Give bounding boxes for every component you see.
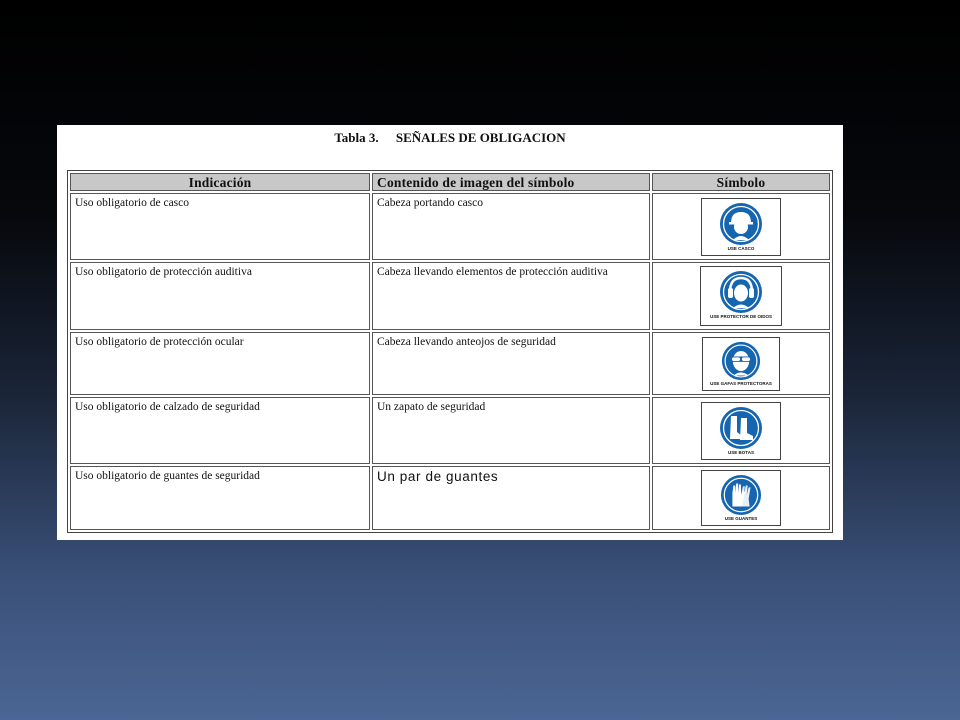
cell-contenido: Un par de guantes bbox=[372, 466, 650, 530]
ear-protection-sign-icon bbox=[700, 266, 782, 326]
cell-simbolo bbox=[652, 262, 830, 330]
table-number: Tabla 3. bbox=[334, 130, 379, 145]
cell-indicacion: Uso obligatorio de calzado de seguridad bbox=[70, 397, 370, 464]
cell-indicacion: Uso obligatorio de protección auditiva bbox=[70, 262, 370, 330]
table-row bbox=[70, 466, 830, 530]
signs-table bbox=[67, 170, 833, 533]
hard-hat-sign-icon bbox=[701, 198, 781, 256]
sign-caption: USE CASCO bbox=[727, 245, 755, 251]
cell-simbolo bbox=[652, 466, 830, 530]
table-title-text: SEÑALES DE OBLIGACION bbox=[395, 130, 566, 145]
safety-glasses-sign-icon bbox=[702, 337, 780, 391]
header-contenido: Contenido de imagen del símbolo bbox=[372, 173, 650, 191]
table-title bbox=[57, 130, 843, 146]
safety-gloves-sign-icon bbox=[701, 470, 781, 526]
cell-indicacion: Uso obligatorio de protección ocular bbox=[70, 332, 370, 395]
safety-boots-sign-icon bbox=[701, 402, 781, 460]
sign-caption: USE BOTAS bbox=[728, 449, 754, 455]
cell-contenido: Cabeza llevando elementos de protección auditiva bbox=[372, 262, 650, 330]
header-simbolo: Símbolo bbox=[652, 173, 830, 191]
header-indicacion: Indicación bbox=[70, 173, 370, 191]
cell-contenido: Cabeza llevando anteojos de seguridad bbox=[372, 332, 650, 395]
table-row bbox=[70, 332, 830, 395]
cell-simbolo bbox=[652, 332, 830, 395]
cell-simbolo bbox=[652, 193, 830, 260]
sign-caption: USE GUANTES bbox=[724, 516, 758, 521]
table-row bbox=[70, 262, 830, 330]
table-row bbox=[70, 397, 830, 464]
cell-indicacion: Uso obligatorio de guantes de seguridad bbox=[70, 466, 370, 530]
sign-caption: USE PROTECTOR DE OIDOS bbox=[710, 314, 772, 319]
table-header-row bbox=[70, 173, 830, 191]
cell-contenido: Un zapato de seguridad bbox=[372, 397, 650, 464]
table-row bbox=[70, 193, 830, 260]
table-image bbox=[57, 125, 843, 540]
cell-simbolo bbox=[652, 397, 830, 464]
sign-caption: USE GAFAS PROTECTORAS bbox=[710, 380, 772, 386]
cell-indicacion: Uso obligatorio de casco bbox=[70, 193, 370, 260]
cell-contenido: Cabeza portando casco bbox=[372, 193, 650, 260]
